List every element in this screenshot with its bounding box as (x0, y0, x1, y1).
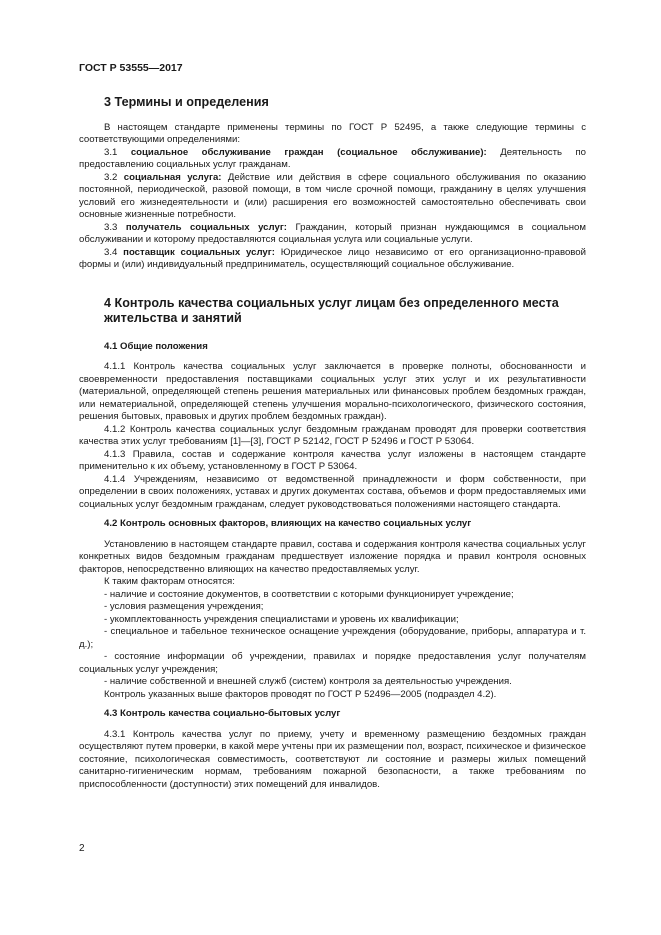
term-3-3 (79, 222, 586, 247)
term-3-2 (79, 172, 586, 222)
subsection-4-2-title: 4.2 Контроль основных факторов, влияющих на качество социальных услуг (104, 518, 472, 529)
term-definition: Гражданин, который признан нуждающимся в социальном обслуживании и которому предоставляются социальная услуга или социальные услуги. (79, 221, 586, 245)
section-4-title: 4 Контроль качества социальных услуг лицам без определенного места жительства и занятий (104, 295, 559, 325)
list-item: - наличие и состояние документов, в соответствии с которыми функционирует учреждение; (104, 588, 514, 600)
paragraph-4-1-4: 4.1.4 Учреждениям, независимо от ведомственной принадлежности и форм собственности, при определении в своих положениях, уставах и других документах состава, объемов и форм предоставляемых ими социальных услуг бездомным гражданам, следует руководствоваться положениями настоящего стандарта. (79, 473, 586, 510)
term-3-4 (79, 247, 586, 272)
paragraph-4-2-closing: Контроль указанных выше факторов проводят по ГОСТ Р 52496—2005 (подраздел 4.2). (104, 688, 497, 700)
list-item: - состояние информации об учреждении, правилах и порядке предоставления услуг получателям социальных услуг учреждения; (79, 651, 586, 675)
term-number: 3.4 (104, 246, 118, 258)
list-item: - условия размещения учреждения; (104, 601, 264, 612)
section-3-title: 3 Термины и определения (104, 95, 269, 109)
subsection-4-3-title: 4.3 Контроль качества социально-бытовых услуг (104, 708, 341, 719)
list-item: - специальное и табельное техническое оснащение учреждения (оборудование, приборы, аппаратура и т. д.); (79, 626, 586, 650)
list-item: - наличие собственной и внешней служб (систем) контроля за деятельностью учреждения. (104, 676, 512, 687)
paragraph-4-3-1: 4.3.1 Контроль качества услуг по приему, учету и временному размещению бездомных граждан осуществляют путем проверки, в какой мере учтены при их размещении пол, возраст, психическое и физическое состояние, психологическая совместимость, соответствуют ли состояние и размеры жилых помещений санитарно-гигиеническим нормам, требованиям пожарной безопасности, а также требованиям по приспособленности (доступности) этих помещений для инвалидов. (79, 728, 586, 790)
term-name: социальная услуга: (123, 171, 222, 183)
paragraph-4-1-1: 4.1.1 Контроль качества социальных услуг заключается в проверке полноты, обоснованности и своевременности предоставления поставщиками социальных услуг этих услуг и их результативности (материальной, определяющей степень решения материальных или финансовых проблем бездомных граждан, или нематериальной, определяющей степень улучшения морально-психологического, физического состояния, решения бытовых, правовых и других проблем бездомных граждан). (79, 361, 586, 422)
page-number: 2 (79, 843, 85, 854)
term-definition: Действие или действия в сфере социального обслуживания по оказанию постоянной, периодической, разовой помощи, в том числе срочной помощи, гражданину в целях улучшения условий его жизнедеятельности и (или) расширения его возможностей самостоятельно обеспечивать свои основные жизненные потребности. (79, 171, 586, 220)
list-item: - укомплектованность учреждения специалистами и уровень их квалификации; (104, 613, 459, 625)
term-name: получатель социальных услуг: (125, 221, 288, 233)
term-name: поставщик социальных услуг: (123, 246, 275, 258)
term-3-1 (79, 147, 586, 172)
term-number: 3.2 (104, 171, 118, 183)
paragraph-4-1-3: 4.1.3 Правила, состав и содержание контроля качества услуг изложены в настоящем стандарте применительно к их объему, установленному в ГОСТ Р 53064. (79, 448, 586, 472)
document-header: ГОСТ Р 53555—2017 (79, 62, 183, 74)
paragraph-4-2-lead: К таким факторам относятся: (104, 576, 235, 587)
term-number: 3.3 (104, 221, 118, 233)
term-name: социальное обслуживание граждан (социальное обслуживание): (130, 146, 487, 158)
section-3-intro: В настоящем стандарте применены термины по ГОСТ Р 52495, а также следующие термины с соответствующими определениями: (79, 121, 586, 145)
page-content (79, 95, 586, 791)
term-number: 3.1 (104, 146, 118, 158)
paragraph-4-1-2: 4.1.2 Контроль качества социальных услуг бездомным гражданам проводят для проверки соответствия качества этих услуг требованиям [1]—[3], ГОСТ Р 52142, ГОСТ Р 52496 и ГОСТ Р 53064. (79, 423, 586, 447)
term-definition: Юридическое лицо независимо от его организационно-правовой формы и (или) индивидуальный предприниматель, осуществляющий социальное обслуживание. (79, 246, 586, 270)
subsection-4-1-title: 4.1 Общие положения (104, 340, 208, 352)
term-definition: Деятельность по предоставлению социальных услуг гражданам. (79, 146, 586, 170)
paragraph-4-2-intro: Установлению в настоящем стандарте правил, состава и содержания контроля качества социальных услуг конкретных видов бездомным гражданам предшествует изложение порядка и правил контроля основных факторов, непосредственно влияющих на качество предоставляемых услуг. (79, 538, 586, 575)
